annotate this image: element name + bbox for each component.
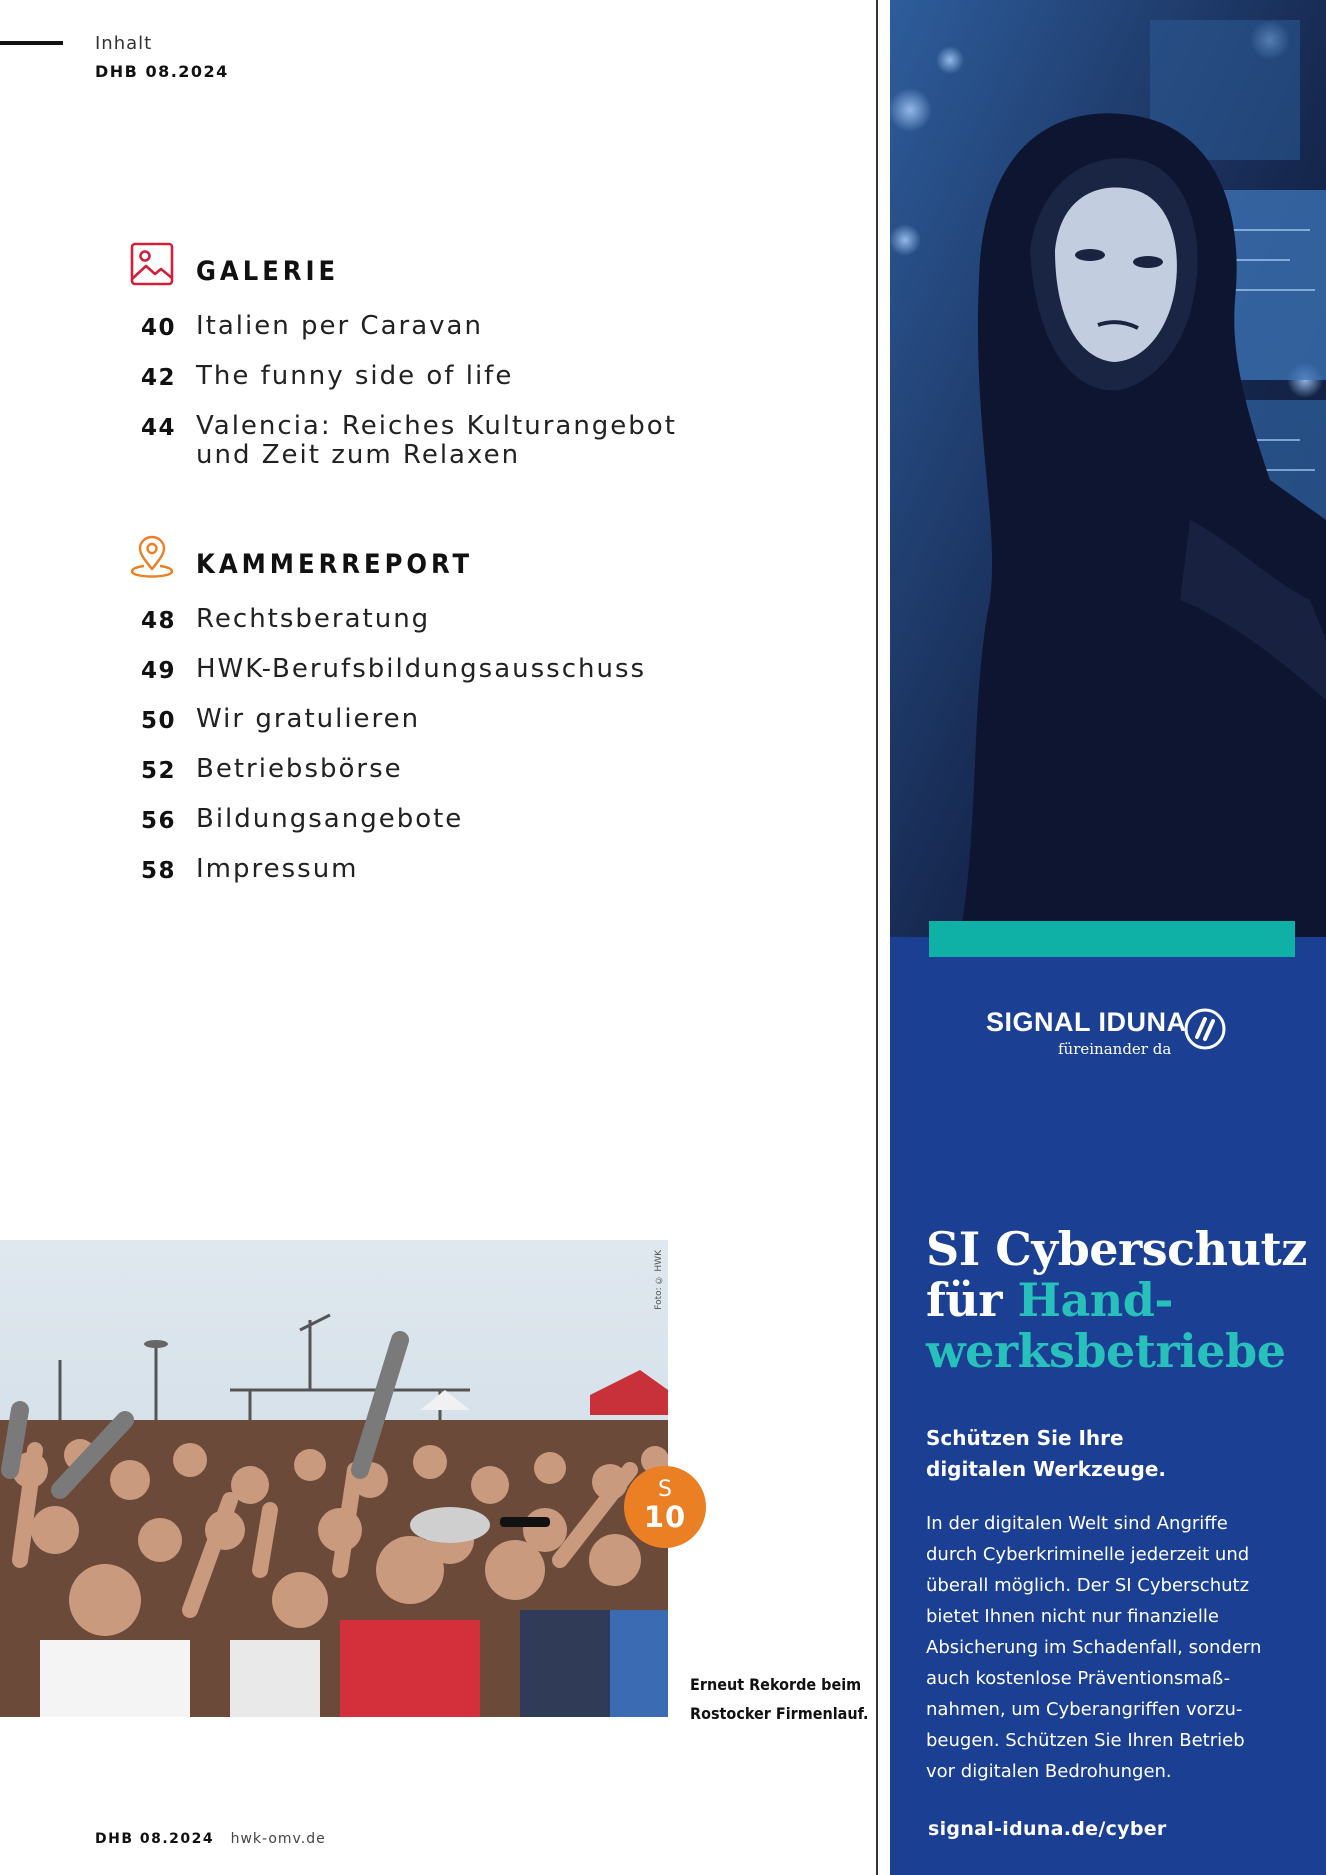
- toc-item[interactable]: [130, 805, 646, 834]
- signal-iduna-logo-icon: [1183, 1007, 1227, 1051]
- toc-page-number: 49: [140, 658, 176, 684]
- section-galerie: [130, 242, 677, 491]
- body-line: auch kostenlose Präventionsmaß-: [926, 1668, 1231, 1689]
- crowd-photo-illustration: [0, 1240, 668, 1717]
- header-issue: DHB 08.2024: [95, 62, 229, 81]
- ad-subheadline: [926, 1423, 1306, 1485]
- toc-item[interactable]: [130, 655, 646, 684]
- toc-title: Wir gratulieren: [196, 704, 421, 734]
- toc-title: Italien per Caravan: [196, 311, 483, 341]
- body-line: überall möglich. Der SI Cyberschutz: [926, 1575, 1250, 1596]
- body-line: Absicherung im Schadenfall, sondern: [926, 1637, 1262, 1658]
- section-title: GALERIE: [196, 256, 340, 287]
- headline-accent: Hand-: [1017, 1273, 1173, 1327]
- toc-title: The funny side of life: [196, 361, 514, 391]
- brand-name: SIGNAL IDUNA: [986, 1007, 1187, 1037]
- brand-logo[interactable]: [986, 1007, 1246, 1058]
- ad-headline: [926, 1224, 1316, 1377]
- toc-list: [130, 312, 677, 470]
- toc-title: HWK-Berufsbildungsausschuss: [196, 654, 647, 684]
- headline-plain: für: [926, 1273, 1018, 1327]
- toc-page-number: 52: [140, 758, 176, 784]
- toc-page-number: 50: [140, 708, 176, 734]
- photo-credit: Foto: © HWK: [654, 1250, 664, 1310]
- page-badge-prefix: S: [658, 1477, 672, 1502]
- toc-item[interactable]: [130, 362, 677, 391]
- ad-url-link[interactable]: signal-iduna.de/cyber: [928, 1818, 1167, 1840]
- toc-title-line: und Zeit zum Relaxen: [196, 440, 521, 470]
- toc-item[interactable]: [130, 755, 646, 784]
- toc-title: Impressum: [196, 854, 359, 884]
- toc-item[interactable]: [130, 705, 646, 734]
- map-pin-icon: [130, 535, 174, 579]
- footer-website[interactable]: hwk-omv.de: [230, 1831, 326, 1847]
- image-icon: [130, 242, 174, 286]
- section-header: [130, 535, 646, 585]
- toc-item[interactable]: [130, 412, 677, 470]
- toc-list: [130, 605, 646, 884]
- advertisement: [890, 0, 1326, 1875]
- caption-line: Rostocker Firmenlauf.: [690, 1704, 869, 1723]
- hacker-photo-illustration: [890, 0, 1326, 937]
- page-footer: [95, 1831, 326, 1847]
- toc-page-number: 42: [140, 365, 176, 391]
- header-label: Inhalt: [95, 33, 153, 54]
- toc-page-number: 58: [140, 858, 176, 884]
- toc-title: Betriebsbörse: [196, 754, 403, 784]
- section-kammerreport: [130, 535, 646, 905]
- toc-title-line: Valencia: Reiches Kulturangebot: [196, 411, 677, 441]
- toc-page-number: 44: [140, 415, 176, 441]
- body-line: nahmen, um Cyberangriffen vorzu-: [926, 1699, 1243, 1720]
- section-title: KAMMERREPORT: [196, 549, 474, 580]
- body-line: durch Cyberkriminelle jederzeit und: [926, 1544, 1250, 1565]
- body-line: bietet Ihnen nicht nur finanzielle: [926, 1606, 1219, 1627]
- photo-caption: [690, 1670, 870, 1728]
- page-divider: [876, 0, 878, 1875]
- toc-title: Bildungsangebote: [196, 804, 464, 834]
- headline-line: [926, 1275, 1316, 1326]
- body-line: In der digitalen Welt sind Angriffe: [926, 1513, 1228, 1534]
- crowd-photo: [0, 1240, 668, 1717]
- toc-page-number: 48: [140, 608, 176, 634]
- section-header: [130, 242, 677, 292]
- caption-line: Erneut Rekorde beim: [690, 1675, 862, 1694]
- subheadline-line: Schützen Sie Ihre: [926, 1426, 1124, 1450]
- page-badge-number: 10: [643, 1500, 687, 1534]
- brand-tagline: füreinander da: [1058, 1040, 1172, 1058]
- hacker-photo: [890, 0, 1326, 937]
- toc-item[interactable]: [130, 605, 646, 634]
- page-reference-badge[interactable]: [624, 1466, 706, 1548]
- toc-page-number: 56: [140, 808, 176, 834]
- accent-bar: [929, 921, 1295, 957]
- body-line: vor digitalen Bedrohungen.: [926, 1761, 1172, 1782]
- headline-accent-line: werksbetriebe: [926, 1324, 1286, 1378]
- toc-item[interactable]: [130, 855, 646, 884]
- footer-issue: DHB 08.2024: [95, 1831, 215, 1847]
- top-rule: [0, 41, 63, 45]
- toc-title: Rechtsberatung: [196, 604, 431, 634]
- ad-body-text: [926, 1508, 1316, 1787]
- toc-page-number: 40: [140, 315, 176, 341]
- toc-item[interactable]: [130, 312, 677, 341]
- body-line: beugen. Schützen Sie Ihren Betrieb: [926, 1730, 1245, 1751]
- headline-line: SI Cyberschutz: [926, 1222, 1307, 1276]
- subheadline-line: digitalen Werkzeuge.: [926, 1457, 1167, 1481]
